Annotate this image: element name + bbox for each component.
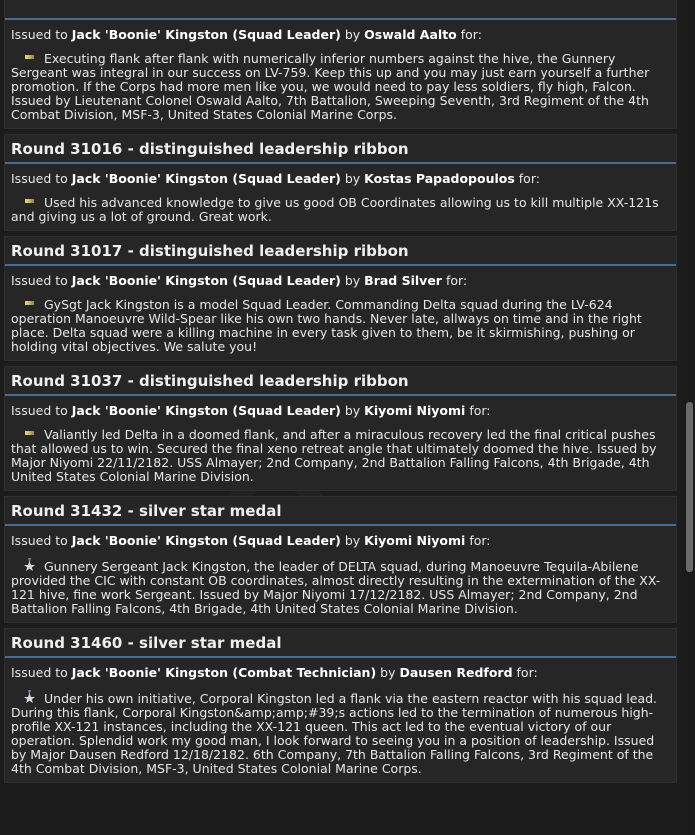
award-body: [5, 526, 676, 622]
issued-prefix: Issued to: [11, 273, 68, 288]
award-card: [4, 236, 677, 361]
issuer-name: Brad Silver: [364, 273, 442, 288]
award-card: [4, 0, 677, 129]
issued-for: for:: [469, 403, 491, 418]
award-body: [5, 164, 676, 230]
issued-prefix: Issued to: [11, 27, 68, 42]
recipient-name: Jack 'Boonie' Kingston (Squad Leader): [71, 533, 341, 548]
award-body: [5, 658, 676, 782]
citation-text: Gunnery Sergeant Jack Kingston, the leader of DELTA squad, during Manoeuvre Tequila-Abilene provided the CIC with constant OB coordinates, almost directly resulting in the extermination of the XX-121 hive, fine work Sergeant. Issued by Major Niyomi 17/12/2182. USS Almayer; 2nd Company, 2nd Battalion Falling Falcons, 4th Brigade, 4th United States Colonial Marine Division.: [11, 559, 661, 616]
award-card: [4, 366, 677, 491]
recipient-name: Jack 'Boonie' Kingston (Squad Leader): [71, 403, 341, 418]
issuer-name: Kiyomi Niyomi: [364, 533, 466, 548]
issued-line: [11, 172, 670, 186]
issued-for: for:: [445, 273, 468, 288]
issuer-name: Oswald Aalto: [364, 27, 457, 42]
ribbon-icon: [23, 196, 36, 208]
issued-by: by: [380, 665, 396, 680]
issued-prefix: Issued to: [11, 171, 68, 186]
scrollbar[interactable]: [684, 0, 695, 835]
award-citation: [11, 52, 670, 122]
recipient-name: Jack 'Boonie' Kingston (Combat Technician): [71, 665, 377, 680]
issuer-name: Kostas Papadopoulos: [364, 171, 515, 186]
issued-line: [11, 404, 670, 418]
award-citation: [11, 690, 670, 776]
scrollbar-thumb[interactable]: [686, 402, 693, 572]
issued-line: [11, 534, 670, 548]
recipient-name: Jack 'Boonie' Kingston (Squad Leader): [71, 171, 341, 186]
award-title: [5, 0, 676, 20]
ribbon-icon: [23, 428, 36, 440]
citation-text: GySgt Jack Kingston is a model Squad Leader. Commanding Delta squad during the LV-624 operation Manoeuvre Wild-Spear like his own two hands. Never late, allways on time and in the right place. Delta squad were a killing machine in every task given to them, be it skirmishing, pushing or holding vital objectives. We salute you!: [11, 297, 642, 354]
citation-text: Used his advanced knowledge to give us good OB Coordinates allowing us to kill multiple XX-121s and giving us a lot of ground. Great work.: [11, 195, 659, 224]
award-card: [4, 134, 677, 231]
award-title: Round 31017 - distinguished leadership ribbon: [5, 237, 676, 266]
recipient-name: Jack 'Boonie' Kingston (Squad Leader): [71, 27, 341, 42]
ribbon-icon: [23, 52, 36, 64]
award-body: [5, 20, 676, 128]
award-title: Round 31460 - silver star medal: [5, 629, 676, 658]
award-citation: [11, 298, 670, 354]
issued-prefix: Issued to: [11, 403, 68, 418]
star-medal-icon: [23, 690, 36, 702]
issued-line: [11, 28, 670, 42]
award-body: [5, 396, 676, 490]
issued-by: by: [344, 533, 361, 548]
award-title: Round 31432 - silver star medal: [5, 497, 676, 526]
award-card: [4, 628, 677, 783]
issuer-name: Dausen Redford: [399, 665, 513, 680]
issued-prefix: Issued to: [11, 665, 68, 680]
award-title: Round 31037 - distinguished leadership ribbon: [5, 367, 676, 396]
award-citation: [11, 196, 670, 224]
award-card: [4, 496, 677, 623]
issued-for: for:: [460, 27, 482, 42]
citation-text: Under his own initiative, Corporal Kingston led a flank via the eastern reactor with his squad lead. During this flank, Corporal Kingston&amp;amp;#39;s actions led to the termination of numerous high-profile XX-121 instances, including the XX-121 queen. This act led to the eventual victory of our operation. Splendid work my good man, I look forward to seeing you in a position of leadership. Issued by Major Dausen Redford 12/18/2182. 6th Company, 7th Battalion Falling Falcons, 3rd Regiment of the 4th Combat Division, MSF-3, United States Colonial Marine Corps.: [11, 691, 658, 776]
citation-text: Executing flank after flank with numerically inferior numbers against the hive, the Gunnery Sergeant was integral in our success on LV-759. Keep this up and you may just earn yourself a further promotion. If the Corps had more men like you, we would need to pay less soldiers, fly high, Falcon. Issued by Lieutenant Colonel Oswald Aalto, 7th Battalion, Sweeping Seventh, 3rd Regiment of the 4th Combat Division, MSF-3, United States Colonial Marine Corps.: [11, 51, 650, 122]
issuer-name: Kiyomi Niyomi: [364, 403, 466, 418]
star-medal-icon: [23, 558, 36, 570]
issued-line: [11, 274, 670, 288]
issued-for: for:: [469, 533, 491, 548]
issued-by: by: [344, 403, 361, 418]
issued-prefix: Issued to: [11, 533, 68, 548]
issued-by: by: [344, 27, 361, 42]
issued-line: [11, 666, 670, 680]
ribbon-icon: [23, 298, 36, 310]
award-citation: [11, 558, 670, 616]
issued-for: for:: [516, 665, 538, 680]
citation-text: Valiantly led Delta in a doomed flank, and after a miraculous recovery led the final critical pushes that allowed us to win. Secured the final xeno retreat angle that ultimately doomed the hive. Issued by Major Niyomi 22/11/2182. USS Almayer; 2nd Company, 2nd Battalion Falling Falcons, 4th Brigade, 4th United States Colonial Marine Division.: [11, 427, 657, 484]
award-title: Round 31016 - distinguished leadership ribbon: [5, 135, 676, 164]
issued-by: by: [344, 171, 361, 186]
award-citation: [11, 428, 670, 484]
issued-by: by: [344, 273, 361, 288]
issued-for: for:: [518, 171, 540, 186]
recipient-name: Jack 'Boonie' Kingston (Squad Leader): [71, 273, 341, 288]
award-body: [5, 266, 676, 360]
